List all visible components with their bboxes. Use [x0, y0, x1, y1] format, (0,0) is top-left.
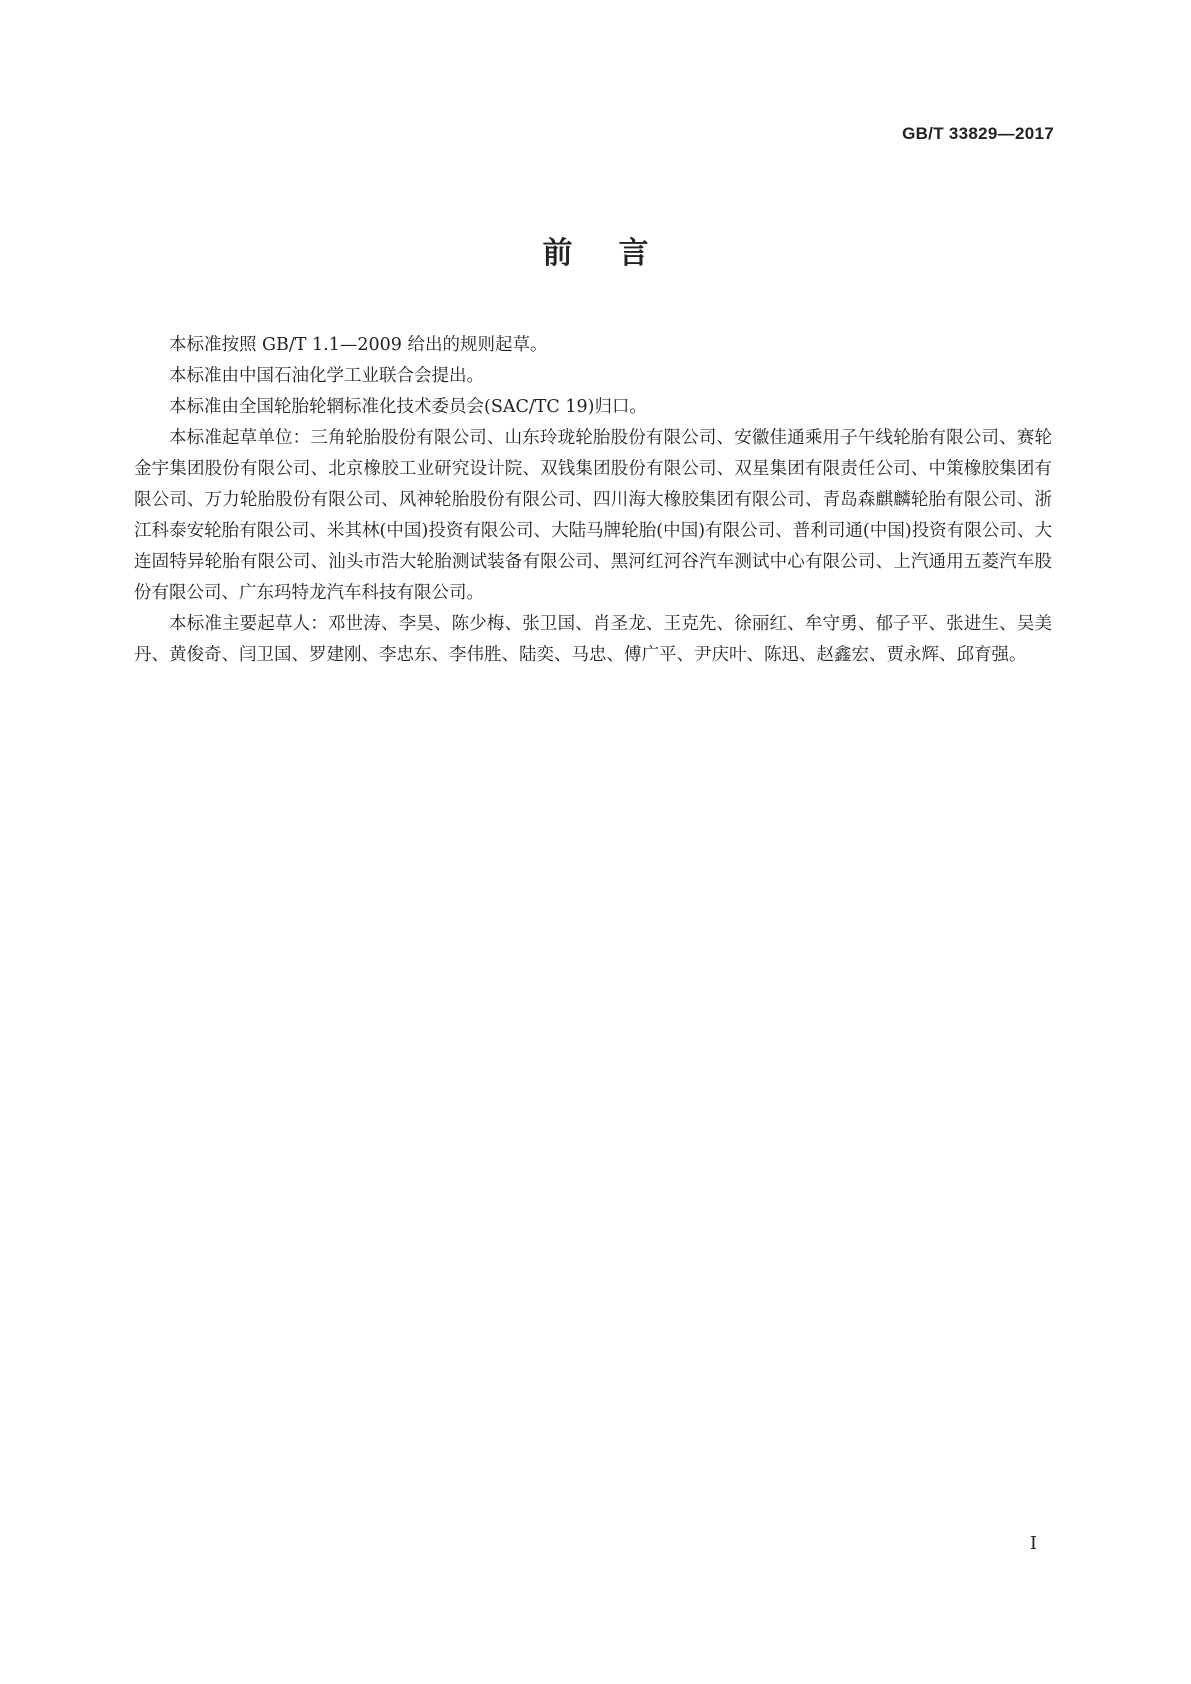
- paragraph-drafting-rules: 本标准按照 GB/T 1.1—2009 给出的规则起草。: [169, 335, 548, 355]
- page-title: 前言: [542, 236, 695, 271]
- paragraph-proposer: 本标准由中国石油化学工业联合会提出。: [169, 366, 484, 386]
- paragraph-drafting-units: 本标准起草单位：三角轮胎股份有限公司、山东玲珑轮胎股份有限公司、安徽佳通乘用子午线轮胎有限公司、赛轮金宇集团股份有限公司、北京橡胶工业研究设计院、双钱集团股份有限公司、双星集团有限责任公司、中策橡胶集团有限公司、万力轮胎股份有限公司、风神轮胎股份有限公司、四川海大橡胶集团有限公司、青岛森麒麟轮胎有限公司、浙江科泰安轮胎有限公司、米其林(中国)投资有限公司、大陆马牌轮胎(中国)有限公司、普利司通(中国)投资有限公司、大连固特异轮胎有限公司、汕头市浩大轮胎测试装备有限公司、黑河红河谷汽车测试中心有限公司、上汽通用五菱汽车股份有限公司、广东玛特龙汽车科技有限公司。: [134, 428, 1052, 603]
- standard-number: GB/T 33829—2017: [902, 124, 1054, 143]
- paragraph-drafters: 本标准主要起草人：邓世涛、李昊、陈少梅、张卫国、肖圣龙、王克先、徐丽红、牟守勇、郁子平、张进生、吴美丹、黄俊奇、闫卫国、罗建刚、李忠东、李伟胜、陆奕、马忠、傅广平、尹庆叶、陈迅、赵鑫宏、贾永辉、邱育强。: [134, 614, 1052, 665]
- page-number: I: [1029, 1533, 1037, 1554]
- paragraph-centralized: 本标准由全国轮胎轮辋标准化技术委员会(SAC/TC 19)归口。: [169, 397, 647, 417]
- foreword-body: [134, 330, 1052, 671]
